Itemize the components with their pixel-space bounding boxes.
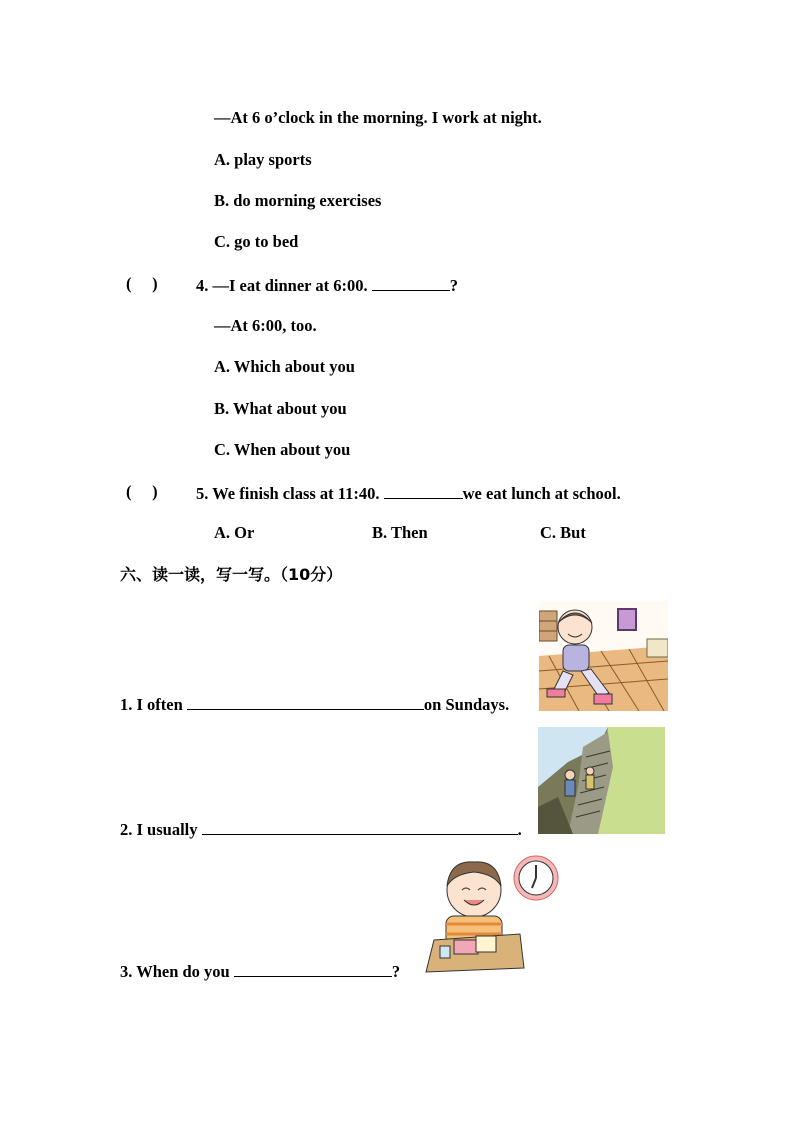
q5-stem-before: 5. We finish class at 11:40.: [196, 484, 384, 503]
q5-option-a: A. Or: [214, 523, 255, 542]
q3-option-b: B. do morning exercises: [214, 191, 382, 210]
cleaning-illustration: [539, 601, 668, 711]
section6-item-1: [120, 693, 509, 715]
q5-option-c: C. But: [540, 523, 586, 542]
mountain-illustration: [538, 727, 665, 834]
item2-blank[interactable]: [202, 818, 518, 835]
q4-blank[interactable]: [372, 274, 450, 291]
boy-eating-lunch-picture: [424, 854, 560, 978]
q4-option-a: A. Which about you: [214, 357, 355, 376]
section6-item-2: [120, 818, 522, 840]
item3-before: 3. When do you: [120, 962, 234, 981]
q4-option-c: C. When about you: [214, 440, 351, 459]
section6-item-3: [120, 960, 400, 982]
q4-option-b: B. What about you: [214, 399, 347, 418]
boy-cleaning-floor-picture: [539, 601, 668, 711]
q5-answer-paren[interactable]: ( ): [126, 482, 158, 501]
item1-blank[interactable]: [187, 693, 424, 710]
q5-stem-after: we eat lunch at school.: [462, 484, 621, 503]
climbing-mountain-picture: [538, 727, 665, 834]
q4-answer-paren[interactable]: ( ): [126, 274, 158, 293]
q3-option-a: A. play sports: [214, 150, 312, 169]
item1-before: 1. I often: [120, 695, 187, 714]
item2-after: .: [517, 820, 522, 839]
clock-icon: [514, 856, 558, 900]
q4-answer: —At 6:00, too.: [214, 316, 317, 335]
q3-option-c: C. go to bed: [214, 232, 299, 251]
q3-answer: —At 6 o’clock in the morning. I work at night.: [214, 108, 542, 127]
q5-blank[interactable]: [384, 482, 463, 499]
q5-option-b: B. Then: [372, 523, 428, 542]
item1-after: on Sundays.: [423, 695, 510, 714]
section6-title: 六、读一读，写一写。（10分）: [120, 565, 343, 584]
item3-blank[interactable]: [234, 960, 392, 977]
lunch-illustration: [424, 854, 560, 978]
q5-stem: [196, 482, 621, 504]
q4-stem-after: ?: [449, 276, 458, 295]
q4-stem: [196, 274, 458, 296]
item2-before: 2. I usually: [120, 820, 202, 839]
item3-after: ?: [391, 962, 401, 981]
q4-stem-before: 4. —I eat dinner at 6:00.: [196, 276, 372, 295]
